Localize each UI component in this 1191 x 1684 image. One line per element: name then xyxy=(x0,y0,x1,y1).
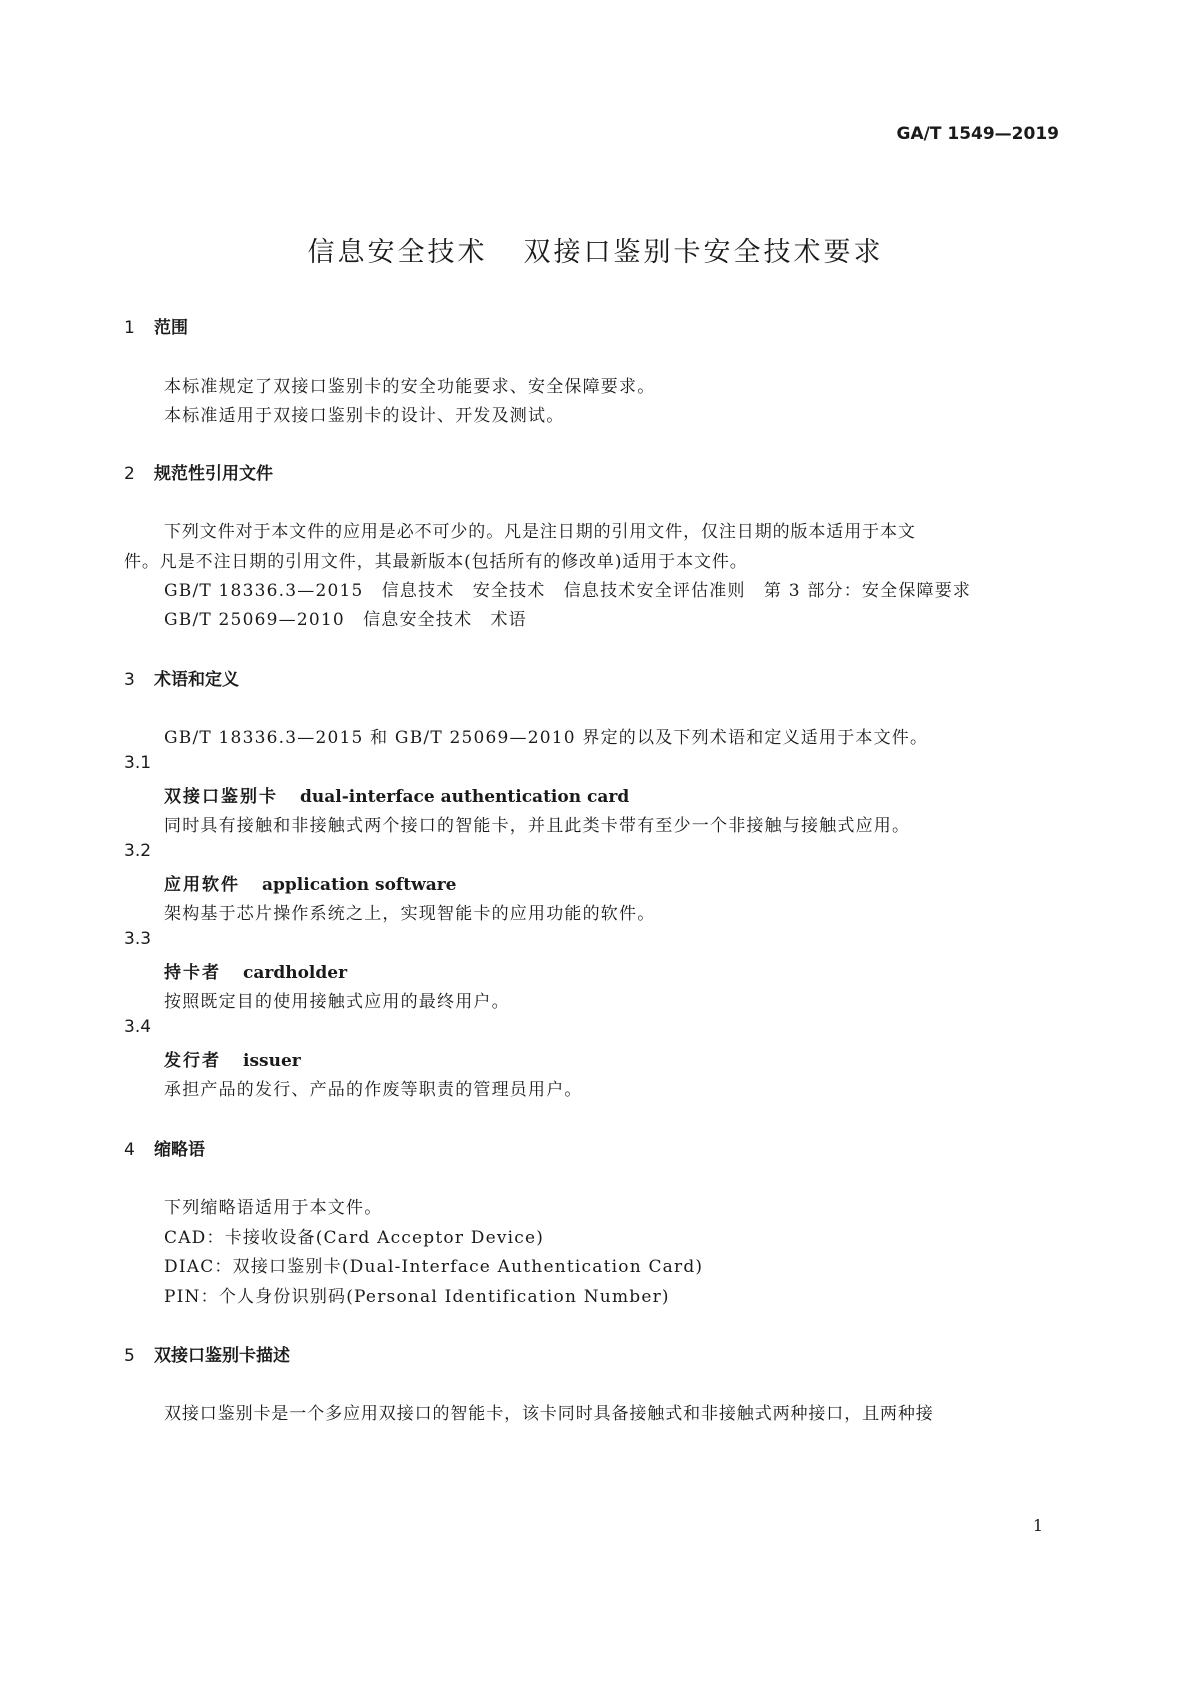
section-number: 1 xyxy=(124,318,135,338)
section-number: 2 xyxy=(124,464,135,484)
reference-item: GB/T 25069—2010 信息安全技术 术语 xyxy=(164,610,527,630)
document-title xyxy=(0,230,1191,269)
section-title: 缩略语 xyxy=(154,1140,205,1160)
document-title-part2: 双接口鉴别卡安全技术要求 xyxy=(523,237,884,268)
section-3-heading xyxy=(124,665,239,690)
term-definition: 同时具有接触和非接触式两个接口的智能卡，并且此类卡带有至少一个非接触与接触式应用。 xyxy=(164,816,911,836)
term-english: cardholder xyxy=(243,963,348,983)
section-title: 范围 xyxy=(154,318,188,338)
paragraph: 双接口鉴别卡是一个多应用双接口的智能卡，该卡同时具备接触式和非接触式两种接口，且两种接 xyxy=(164,1404,934,1424)
reference-item: GB/T 18336.3—2015 信息技术 安全技术 信息技术安全评估准则 第 3 部分：安全保障要求 xyxy=(164,581,972,601)
abbreviation-item: DIAC：双接口鉴别卡(Dual-Interface Authentication Card) xyxy=(164,1257,704,1277)
term-definition: 按照既定目的使用接触式应用的最终用户。 xyxy=(164,992,510,1012)
section-4-heading xyxy=(124,1135,205,1160)
term-definition: 架构基于芯片操作系统之上，实现智能卡的应用功能的软件。 xyxy=(164,904,656,924)
paragraph: 下列缩略语适用于本文件。 xyxy=(164,1198,383,1218)
abbreviation-item: CAD：卡接收设备(Card Acceptor Device) xyxy=(164,1228,545,1248)
standard-code: GA/T 1549—2019 xyxy=(896,124,1059,144)
term-chinese: 发行者 xyxy=(164,1051,221,1071)
document-title-part1: 信息安全技术 xyxy=(307,237,488,268)
section-title: 双接口鉴别卡描述 xyxy=(154,1346,290,1366)
term-number: 3.1 xyxy=(124,753,152,773)
term-chinese: 持卡者 xyxy=(164,963,221,983)
term-entry xyxy=(164,870,457,895)
section-title: 规范性引用文件 xyxy=(154,464,273,484)
section-number: 5 xyxy=(124,1346,135,1366)
paragraph: GB/T 18336.3—2015 和 GB/T 25069—2010 界定的以及下列术语和定义适用于本文件。 xyxy=(164,728,929,748)
abbreviation-item: PIN：个人身份识别码(Personal Identification Number) xyxy=(164,1287,670,1307)
section-number: 4 xyxy=(124,1140,135,1160)
term-number: 3.2 xyxy=(124,841,152,861)
section-2-heading xyxy=(124,459,273,484)
paragraph: 本标准适用于双接口鉴别卡的设计、开发及测试。 xyxy=(164,406,565,426)
term-definition: 承担产品的发行、产品的作废等职责的管理员用户。 xyxy=(164,1080,583,1100)
term-entry xyxy=(164,958,347,983)
term-number: 3.4 xyxy=(124,1017,152,1037)
term-chinese: 应用软件 xyxy=(164,875,240,895)
page-number: 1 xyxy=(1032,1516,1043,1535)
term-english: issuer xyxy=(243,1051,301,1071)
paragraph-continuation: 件。凡是不注日期的引用文件，其最新版本(包括所有的修改单)适用于本文件。 xyxy=(124,552,748,572)
term-english: dual-interface authentication card xyxy=(300,787,630,807)
section-number: 3 xyxy=(124,670,135,690)
term-english: application software xyxy=(262,875,457,895)
section-title: 术语和定义 xyxy=(154,670,239,690)
section-1-heading xyxy=(124,313,188,338)
paragraph: 本标准规定了双接口鉴别卡的安全功能要求、安全保障要求。 xyxy=(164,377,656,397)
term-number: 3.3 xyxy=(124,929,152,949)
term-entry xyxy=(164,1046,301,1071)
term-entry xyxy=(164,782,629,807)
term-chinese: 双接口鉴别卡 xyxy=(164,787,278,807)
section-5-heading xyxy=(124,1341,290,1366)
paragraph: 下列文件对于本文件的应用是必不可少的。凡是注日期的引用文件，仅注日期的版本适用于本文 xyxy=(164,522,916,542)
